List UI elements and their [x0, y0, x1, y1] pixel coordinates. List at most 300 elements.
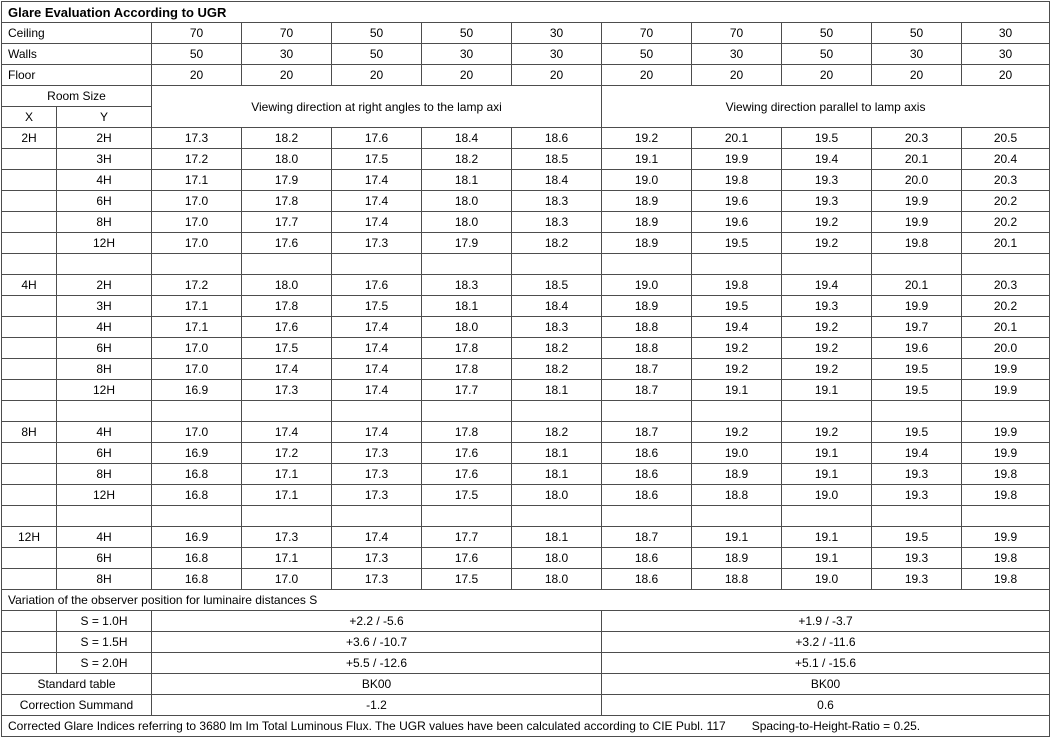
ugr-value: 17.8	[422, 422, 512, 443]
floor-value: 20	[962, 65, 1050, 86]
walls-value: 50	[602, 44, 692, 65]
ugr-value: 19.0	[782, 485, 872, 506]
ugr-value: 17.3	[152, 128, 242, 149]
ugr-value: 17.6	[242, 317, 332, 338]
y-value: 12H	[57, 380, 152, 401]
ugr-value: 18.9	[692, 464, 782, 485]
table-row	[2, 23, 1050, 44]
table-row	[2, 275, 1050, 296]
ugr-value: 18.1	[512, 527, 602, 548]
ugr-value: 18.9	[602, 191, 692, 212]
ugr-value: 18.2	[422, 149, 512, 170]
walls-value: 50	[152, 44, 242, 65]
ugr-value: 17.4	[332, 170, 422, 191]
variation-title-row	[2, 590, 1050, 611]
ugr-value: 19.9	[962, 527, 1050, 548]
ugr-value: 18.0	[242, 149, 332, 170]
ugr-value: 17.8	[242, 191, 332, 212]
floor-value: 20	[782, 65, 872, 86]
ugr-value: 19.5	[692, 233, 782, 254]
header-y: Y	[57, 107, 152, 128]
ugr-value: 19.9	[962, 380, 1050, 401]
y-value: 12H	[57, 233, 152, 254]
ugr-value: 17.7	[422, 380, 512, 401]
y-value: 6H	[57, 191, 152, 212]
variation-label: S = 1.0H	[57, 611, 152, 632]
y-value: 6H	[57, 548, 152, 569]
ugr-value: 16.8	[152, 548, 242, 569]
floor-value: 20	[692, 65, 782, 86]
ugr-value: 18.0	[422, 212, 512, 233]
title-row	[2, 2, 1050, 23]
footnote-row	[2, 716, 1050, 737]
ugr-value: 17.5	[422, 485, 512, 506]
ugr-value: 19.9	[962, 422, 1050, 443]
x-value: 8H	[2, 422, 57, 443]
ugr-value: 19.0	[602, 275, 692, 296]
table-row	[2, 233, 1050, 254]
y-value: 8H	[57, 569, 152, 590]
ugr-value: 20.3	[962, 170, 1050, 191]
ugr-value: 18.0	[512, 548, 602, 569]
ugr-value: 18.7	[602, 527, 692, 548]
x-value-spacer	[2, 359, 57, 380]
ugr-value: 17.1	[242, 485, 332, 506]
ugr-value: 19.1	[782, 380, 872, 401]
table-row	[2, 569, 1050, 590]
variation-perp-value: +3.6 / -10.7	[152, 632, 602, 653]
ugr-value: 18.8	[692, 569, 782, 590]
table-row	[2, 359, 1050, 380]
x-value: 4H	[2, 275, 57, 296]
ugr-value: 18.1	[422, 296, 512, 317]
ugr-value: 18.9	[692, 548, 782, 569]
y-value: 8H	[57, 464, 152, 485]
x-value-spacer	[2, 548, 57, 569]
x-value-spacer	[2, 380, 57, 401]
ugr-value: 17.4	[332, 317, 422, 338]
ugr-value: 19.1	[692, 380, 782, 401]
ugr-value: 18.0	[512, 485, 602, 506]
ugr-value: 18.4	[512, 296, 602, 317]
ugr-value: 17.0	[152, 233, 242, 254]
reflectance-label-walls: Walls	[2, 44, 152, 65]
ugr-value: 18.9	[602, 233, 692, 254]
reflectance-label-floor: Floor	[2, 65, 152, 86]
correction-summand-row	[2, 695, 1050, 716]
ugr-value: 20.3	[962, 275, 1050, 296]
variation-label: S = 2.0H	[57, 653, 152, 674]
ugr-value: 18.6	[602, 443, 692, 464]
ugr-value: 19.8	[872, 233, 962, 254]
ugr-value: 19.9	[962, 443, 1050, 464]
group-separator	[2, 506, 1050, 527]
table-row	[2, 149, 1050, 170]
ugr-value: 17.7	[242, 212, 332, 233]
ugr-value: 17.5	[242, 338, 332, 359]
floor-value: 20	[152, 65, 242, 86]
floor-value: 20	[512, 65, 602, 86]
room-size-label: Room Size	[2, 86, 152, 107]
table-row	[2, 317, 1050, 338]
x-value-spacer	[2, 212, 57, 233]
ugr-value: 20.2	[962, 296, 1050, 317]
ceiling-value: 30	[512, 23, 602, 44]
ugr-value: 17.4	[332, 338, 422, 359]
table-row	[2, 128, 1050, 149]
ugr-value: 19.1	[782, 443, 872, 464]
ugr-value: 17.6	[422, 548, 512, 569]
correction-summand-par: 0.6	[602, 695, 1050, 716]
ugr-value: 17.4	[332, 212, 422, 233]
x-value-spacer	[2, 338, 57, 359]
y-value: 2H	[57, 275, 152, 296]
ugr-value: 19.1	[782, 464, 872, 485]
ugr-value: 19.0	[692, 443, 782, 464]
table-row	[2, 212, 1050, 233]
ugr-value: 19.8	[962, 464, 1050, 485]
ugr-value: 18.7	[602, 359, 692, 380]
ugr-value: 17.0	[152, 359, 242, 380]
x-value-spacer	[2, 443, 57, 464]
ceiling-value: 70	[602, 23, 692, 44]
ugr-value: 17.2	[242, 443, 332, 464]
ugr-value: 17.9	[242, 170, 332, 191]
walls-value: 30	[422, 44, 512, 65]
ugr-value: 18.8	[602, 317, 692, 338]
ugr-value: 17.2	[152, 149, 242, 170]
table-row	[2, 527, 1050, 548]
ugr-value: 17.6	[422, 464, 512, 485]
ugr-value: 19.5	[872, 422, 962, 443]
ugr-value: 20.1	[872, 149, 962, 170]
ugr-value: 18.4	[512, 170, 602, 191]
ugr-value: 19.3	[872, 464, 962, 485]
ceiling-value: 70	[242, 23, 332, 44]
table-row	[2, 443, 1050, 464]
floor-value: 20	[602, 65, 692, 86]
ugr-value: 17.4	[332, 359, 422, 380]
y-value: 8H	[57, 212, 152, 233]
ugr-value: 17.0	[242, 569, 332, 590]
ugr-value: 18.1	[512, 380, 602, 401]
table-row	[2, 422, 1050, 443]
ceiling-value: 50	[782, 23, 872, 44]
ugr-value: 17.1	[242, 548, 332, 569]
ugr-value: 19.3	[872, 569, 962, 590]
ugr-value: 18.3	[512, 317, 602, 338]
ugr-value: 17.4	[332, 422, 422, 443]
ugr-value: 17.8	[422, 338, 512, 359]
ugr-value: 18.1	[422, 170, 512, 191]
ugr-value: 19.1	[692, 527, 782, 548]
correction-summand-label: Correction Summand	[2, 695, 152, 716]
ugr-value: 18.0	[422, 191, 512, 212]
ugr-value: 19.2	[782, 317, 872, 338]
ugr-value: 19.4	[782, 149, 872, 170]
ugr-value: 17.3	[242, 527, 332, 548]
ugr-value: 19.3	[782, 170, 872, 191]
ugr-value: 18.4	[422, 128, 512, 149]
y-value: 3H	[57, 296, 152, 317]
y-value: 4H	[57, 317, 152, 338]
walls-value: 30	[872, 44, 962, 65]
ugr-value: 18.3	[422, 275, 512, 296]
ugr-value: 19.9	[872, 191, 962, 212]
spacing-height-ratio: Spacing-to-Height-Ratio = 0.25.	[751, 719, 921, 733]
ugr-value: 20.1	[692, 128, 782, 149]
header-x: X	[2, 107, 57, 128]
ugr-value: 19.7	[872, 317, 962, 338]
ugr-value: 20.1	[962, 317, 1050, 338]
ugr-value: 18.0	[242, 275, 332, 296]
ugr-value: 17.4	[242, 422, 332, 443]
ugr-value: 19.3	[782, 191, 872, 212]
ugr-value: 19.4	[782, 275, 872, 296]
ugr-value: 18.2	[512, 338, 602, 359]
ugr-value: 17.3	[332, 464, 422, 485]
ugr-value: 18.3	[512, 191, 602, 212]
ugr-value: 16.9	[152, 443, 242, 464]
ugr-value: 17.5	[332, 296, 422, 317]
ugr-value: 19.2	[782, 338, 872, 359]
ugr-value: 18.7	[602, 380, 692, 401]
ugr-value: 19.8	[962, 569, 1050, 590]
reflectance-label-ceiling: Ceiling	[2, 23, 152, 44]
ugr-value: 18.1	[512, 464, 602, 485]
standard-table-perp: BK00	[152, 674, 602, 695]
x-value: 12H	[2, 527, 57, 548]
ugr-value: 19.2	[782, 422, 872, 443]
ugr-value: 16.8	[152, 569, 242, 590]
ugr-value: 18.1	[512, 443, 602, 464]
walls-value: 30	[242, 44, 332, 65]
floor-value: 20	[872, 65, 962, 86]
ugr-value: 17.0	[152, 212, 242, 233]
ugr-value: 18.6	[512, 128, 602, 149]
ugr-value: 19.2	[692, 359, 782, 380]
ugr-value: 18.6	[602, 485, 692, 506]
ugr-value: 17.6	[332, 275, 422, 296]
ugr-value: 18.8	[692, 485, 782, 506]
ugr-value: 19.0	[782, 569, 872, 590]
ugr-value: 20.3	[872, 128, 962, 149]
ugr-value: 16.8	[152, 464, 242, 485]
ugr-value: 18.7	[602, 422, 692, 443]
ugr-value: 17.3	[332, 569, 422, 590]
variation-row	[2, 653, 1050, 674]
x-value-spacer	[2, 296, 57, 317]
ugr-value: 19.9	[692, 149, 782, 170]
ceiling-value: 50	[332, 23, 422, 44]
x-value-spacer	[2, 485, 57, 506]
variation-row	[2, 632, 1050, 653]
table-row	[2, 44, 1050, 65]
y-value: 4H	[57, 170, 152, 191]
ugr-value: 16.9	[152, 380, 242, 401]
ugr-value: 16.9	[152, 527, 242, 548]
ugr-value: 19.2	[782, 212, 872, 233]
ugr-value: 17.1	[242, 464, 332, 485]
ugr-value: 19.5	[872, 527, 962, 548]
ugr-value: 19.2	[692, 338, 782, 359]
ugr-value: 17.4	[242, 359, 332, 380]
ugr-value: 17.0	[152, 191, 242, 212]
x-value: 2H	[2, 128, 57, 149]
ugr-value: 19.8	[692, 275, 782, 296]
ugr-value: 18.6	[602, 548, 692, 569]
y-value: 4H	[57, 527, 152, 548]
ugr-value: 19.8	[962, 548, 1050, 569]
ugr-value: 18.0	[512, 569, 602, 590]
ugr-value: 17.2	[152, 275, 242, 296]
ugr-value: 19.3	[872, 485, 962, 506]
ugr-value: 19.5	[872, 380, 962, 401]
walls-value: 30	[962, 44, 1050, 65]
ugr-value: 19.6	[692, 212, 782, 233]
ugr-value: 20.1	[962, 233, 1050, 254]
table-row	[2, 338, 1050, 359]
page-title: Glare Evaluation According to UGR	[2, 2, 1050, 23]
ugr-value: 20.2	[962, 191, 1050, 212]
ugr-value: 17.8	[422, 359, 512, 380]
floor-value: 20	[332, 65, 422, 86]
ugr-value: 19.6	[872, 338, 962, 359]
ugr-value: 19.4	[692, 317, 782, 338]
ugr-table	[1, 1, 1050, 737]
ugr-value: 17.6	[422, 443, 512, 464]
ugr-value: 19.5	[872, 359, 962, 380]
ugr-value: 19.3	[782, 296, 872, 317]
table-row	[2, 170, 1050, 191]
variation-title: Variation of the observer position for luminaire distances S	[2, 590, 1050, 611]
ugr-value: 17.5	[422, 569, 512, 590]
ugr-value: 17.5	[332, 149, 422, 170]
ugr-value: 18.2	[512, 233, 602, 254]
variation-row	[2, 611, 1050, 632]
ugr-value: 19.4	[872, 443, 962, 464]
ugr-value: 19.2	[782, 233, 872, 254]
ugr-value: 19.2	[692, 422, 782, 443]
ugr-value: 20.4	[962, 149, 1050, 170]
ceiling-value: 50	[422, 23, 512, 44]
x-value-spacer	[2, 317, 57, 338]
ugr-value: 18.9	[602, 296, 692, 317]
x-value-spacer	[2, 191, 57, 212]
ugr-value: 19.5	[692, 296, 782, 317]
ceiling-value: 30	[962, 23, 1050, 44]
table-row	[2, 296, 1050, 317]
ugr-value: 17.4	[332, 527, 422, 548]
header-parallel: Viewing direction parallel to lamp axis	[602, 86, 1050, 128]
x-value-spacer	[2, 149, 57, 170]
ugr-value: 19.6	[692, 191, 782, 212]
ugr-value: 19.9	[872, 296, 962, 317]
ugr-value: 17.9	[422, 233, 512, 254]
ugr-value: 19.0	[602, 170, 692, 191]
variation-perp-value: +2.2 / -5.6	[152, 611, 602, 632]
ugr-value: 19.1	[782, 527, 872, 548]
ugr-value: 17.1	[152, 296, 242, 317]
walls-value: 50	[332, 44, 422, 65]
group-separator	[2, 254, 1050, 275]
ugr-value: 19.9	[962, 359, 1050, 380]
ugr-value: 17.4	[332, 380, 422, 401]
walls-value: 50	[782, 44, 872, 65]
ugr-value: 17.7	[422, 527, 512, 548]
floor-value: 20	[242, 65, 332, 86]
ugr-value: 19.9	[872, 212, 962, 233]
walls-value: 30	[512, 44, 602, 65]
header-perpendicular: Viewing direction at right angles to the lamp axi	[152, 86, 602, 128]
ugr-value: 19.3	[872, 548, 962, 569]
ugr-value: 20.0	[872, 170, 962, 191]
y-value: 4H	[57, 422, 152, 443]
ugr-value: 18.0	[422, 317, 512, 338]
table-row	[2, 548, 1050, 569]
table-row	[2, 464, 1050, 485]
ugr-value: 18.8	[602, 338, 692, 359]
ugr-value: 19.1	[602, 149, 692, 170]
ugr-value: 17.3	[332, 233, 422, 254]
ugr-value: 17.8	[242, 296, 332, 317]
standard-table-row	[2, 674, 1050, 695]
ugr-glare-table-page	[0, 1, 1050, 751]
table-row	[2, 380, 1050, 401]
ugr-value: 19.8	[962, 485, 1050, 506]
ugr-value: 20.1	[872, 275, 962, 296]
x-value-spacer	[2, 170, 57, 191]
y-value: 3H	[57, 149, 152, 170]
ugr-value: 20.5	[962, 128, 1050, 149]
header-group-row	[2, 86, 1050, 107]
y-value: 8H	[57, 359, 152, 380]
ugr-value: 18.5	[512, 149, 602, 170]
ugr-value: 18.9	[602, 212, 692, 233]
ugr-value: 18.6	[602, 569, 692, 590]
ugr-table-body	[2, 2, 1050, 737]
ugr-value: 19.1	[782, 548, 872, 569]
ugr-value: 17.0	[152, 338, 242, 359]
ugr-value: 18.6	[602, 464, 692, 485]
table-row	[2, 65, 1050, 86]
y-value: 6H	[57, 443, 152, 464]
x-value-spacer	[2, 233, 57, 254]
ugr-value: 19.8	[692, 170, 782, 191]
floor-value: 20	[422, 65, 512, 86]
variation-perp-value: +5.5 / -12.6	[152, 653, 602, 674]
ugr-value: 19.5	[782, 128, 872, 149]
ugr-value: 17.1	[152, 170, 242, 191]
ugr-value: 19.2	[602, 128, 692, 149]
y-value: 12H	[57, 485, 152, 506]
ugr-value: 17.6	[242, 233, 332, 254]
variation-par-value: +1.9 / -3.7	[602, 611, 1050, 632]
correction-summand-perp: -1.2	[152, 695, 602, 716]
ugr-value: 20.0	[962, 338, 1050, 359]
y-value: 6H	[57, 338, 152, 359]
table-row	[2, 191, 1050, 212]
variation-label: S = 1.5H	[57, 632, 152, 653]
ugr-value: 18.5	[512, 275, 602, 296]
ceiling-value: 50	[872, 23, 962, 44]
x-value-spacer	[2, 569, 57, 590]
ceiling-value: 70	[152, 23, 242, 44]
footnote-text: Corrected Glare Indices referring to 3680 lm Im Total Luminous Flux. The UGR values have been calculated according to CIE Publ. 117	[8, 719, 726, 733]
ugr-value: 19.2	[782, 359, 872, 380]
ugr-value: 16.8	[152, 485, 242, 506]
ugr-value: 18.3	[512, 212, 602, 233]
